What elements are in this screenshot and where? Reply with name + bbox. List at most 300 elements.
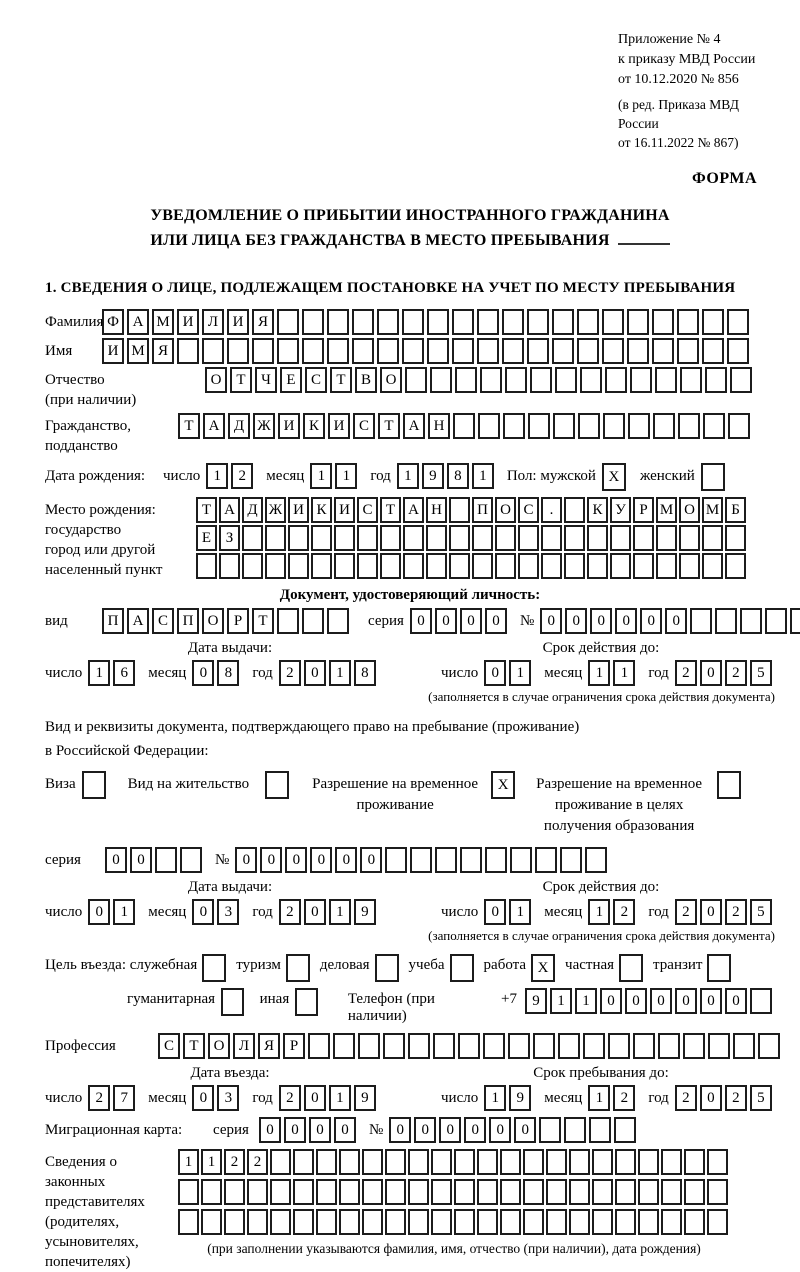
form-cell — [270, 1149, 291, 1175]
form-cell: 0 — [435, 608, 457, 634]
phone-label: Телефон (при наличии) — [347, 990, 435, 1024]
doc-ref-amendment — [618, 95, 775, 152]
form-cell — [449, 525, 470, 551]
birth-place-block — [45, 497, 775, 581]
form-cell — [715, 608, 737, 634]
form-cell — [357, 525, 378, 551]
arrival-month-cells — [192, 1085, 242, 1111]
form-cell — [656, 553, 677, 579]
form-cell — [339, 1179, 360, 1205]
form-cell — [270, 1179, 291, 1205]
birth-day-cells — [206, 463, 256, 489]
form-cell — [380, 525, 401, 551]
form-cell: 0 — [590, 608, 612, 634]
form-cell — [247, 1209, 268, 1235]
form-cell — [523, 1179, 544, 1205]
form-cell — [242, 525, 263, 551]
form-cell: 9 — [525, 988, 547, 1014]
form-cell: 5 — [750, 899, 772, 925]
form-cell — [460, 847, 482, 873]
form-cell — [602, 338, 624, 364]
form-cell — [508, 1033, 530, 1059]
form-cell — [638, 1209, 659, 1235]
form-cell — [707, 1179, 728, 1205]
year-label: год — [370, 467, 391, 484]
form-cell: 2 — [231, 463, 253, 489]
number-label: № — [368, 1121, 384, 1138]
form-cell — [485, 847, 507, 873]
form-cell: Я — [252, 309, 274, 335]
form-cell: 0 — [484, 899, 506, 925]
purpose-label: деловая — [319, 956, 370, 973]
form-cell — [684, 1209, 705, 1235]
expiry-day-cells — [484, 660, 534, 686]
form-cell — [633, 525, 654, 551]
form-cell: А — [219, 497, 240, 523]
form-cell — [589, 1117, 611, 1143]
form-cell — [615, 1209, 636, 1235]
form-cell — [555, 367, 577, 393]
form-cell: 5 — [750, 1085, 772, 1111]
form-cell: О — [380, 367, 402, 393]
form-cell — [201, 1179, 222, 1205]
form-cell — [196, 553, 217, 579]
doc-ref-line: (в ред. Приказа МВД России — [618, 96, 739, 131]
form-cell — [472, 553, 493, 579]
form-cell: 2 — [675, 1085, 697, 1111]
expiry-date-col — [415, 640, 775, 686]
form-cell: 5 — [750, 660, 772, 686]
form-cell — [730, 367, 752, 393]
month-label: месяц — [148, 903, 187, 920]
form-cell — [585, 847, 607, 873]
doc-ref-line: от 10.12.2020 № 856 — [618, 71, 739, 87]
purpose-private-checkbox — [619, 954, 643, 982]
form-cell — [690, 608, 712, 634]
form-cell — [577, 338, 599, 364]
birth-place-label: Место рождения: государство город или другой населенный пункт — [45, 501, 163, 578]
form-cell — [564, 497, 585, 523]
form-cell: Т — [378, 413, 400, 439]
expiry-date-head: Срок действия до: — [542, 878, 660, 895]
form-cell: 0 — [675, 988, 697, 1014]
form-cell — [155, 847, 177, 873]
form-cell — [503, 413, 525, 439]
entry-dates — [45, 1065, 775, 1111]
issue-month-cells — [192, 899, 242, 925]
month-label: месяц — [544, 664, 583, 681]
form-cell — [433, 1033, 455, 1059]
form-cell — [603, 413, 625, 439]
day-label: число — [45, 1089, 83, 1106]
series-label: серия — [213, 1121, 249, 1138]
form-cell: О — [208, 1033, 230, 1059]
form-cell: 0 — [310, 847, 332, 873]
form-cell: 2 — [279, 1085, 301, 1111]
form-cell — [178, 1209, 199, 1235]
form-cell — [750, 988, 772, 1014]
form-cell — [302, 338, 324, 364]
form-cell: О — [202, 608, 224, 634]
form-cell: 1 — [206, 463, 228, 489]
form-cell: 2 — [224, 1149, 245, 1175]
form-cell — [705, 367, 727, 393]
form-cell: А — [403, 497, 424, 523]
form-cell — [402, 338, 424, 364]
form-cell — [224, 1179, 245, 1205]
visa-label: Виза — [45, 775, 76, 792]
form-cell — [627, 338, 649, 364]
form-cell — [702, 338, 724, 364]
day-label: число — [441, 1089, 479, 1106]
form-cell: 0 — [700, 1085, 722, 1111]
day-label: число — [441, 903, 479, 920]
form-cell — [677, 309, 699, 335]
form-cell: З — [219, 525, 240, 551]
form-cell — [385, 1179, 406, 1205]
form-cell — [614, 1117, 636, 1143]
form-cell — [527, 309, 549, 335]
form-cell — [790, 608, 800, 634]
temp-permit-item — [309, 771, 515, 816]
form-cell — [277, 309, 299, 335]
form-cell — [352, 309, 374, 335]
form-cell: 0 — [130, 847, 152, 873]
expiry-month-cells — [588, 660, 638, 686]
year-label: год — [648, 664, 669, 681]
form-cell — [758, 1033, 780, 1059]
issue-date-line — [45, 660, 415, 686]
profession-label: Профессия — [45, 1037, 116, 1054]
form-cell — [679, 525, 700, 551]
form-cell: Т — [230, 367, 252, 393]
form-cell — [523, 1149, 544, 1175]
form-cell: 1 — [588, 1085, 610, 1111]
representatives-rows — [178, 1149, 730, 1257]
form-cell — [362, 1179, 383, 1205]
form-cell — [740, 608, 762, 634]
form-cell — [605, 367, 627, 393]
form-cell: С — [158, 1033, 180, 1059]
form-cell — [454, 1179, 475, 1205]
form-cell: Л — [233, 1033, 255, 1059]
given-name-row — [45, 338, 775, 364]
form-cell: У — [610, 497, 631, 523]
form-cell: Т — [183, 1033, 205, 1059]
form-cell: 2 — [279, 899, 301, 925]
form-cell — [201, 1209, 222, 1235]
form-cell: 0 — [389, 1117, 411, 1143]
form-cell: 1 — [335, 463, 357, 489]
residence-doc-types — [45, 771, 775, 837]
form-cell: Д — [242, 497, 263, 523]
form-cell: П — [102, 608, 124, 634]
form-cell: 0 — [285, 847, 307, 873]
form-cell: 2 — [613, 899, 635, 925]
form-title-line1: УВЕДОМЛЕНИЕ О ПРИБЫТИИ ИНОСТРАННОГО ГРАЖДАНИНА — [150, 207, 670, 225]
form-cell: 0 — [309, 1117, 331, 1143]
form-cell: 0 — [259, 1117, 281, 1143]
form-cell — [633, 553, 654, 579]
form-cell — [455, 367, 477, 393]
purpose-label: учеба — [408, 956, 445, 973]
doc-number-cells — [540, 608, 800, 634]
form-cell: А — [127, 608, 149, 634]
sex-female-label: женский — [639, 467, 695, 484]
phone-prefix: +7 — [501, 990, 517, 1007]
form-cell — [247, 1179, 268, 1205]
purpose-transit-checkbox — [707, 954, 731, 982]
form-cell — [265, 525, 286, 551]
form-cell: 0 — [235, 847, 257, 873]
section1-heading: 1. СВЕДЕНИЯ О ЛИЦЕ, ПОДЛЕЖАЩЕМ ПОСТАНОВКЕ НА УЧЕТ ПО МЕСТУ ПРЕБЫВАНИЯ — [45, 279, 736, 296]
form-cell — [408, 1149, 429, 1175]
form-cell — [583, 1033, 605, 1059]
form-cell — [408, 1033, 430, 1059]
form-cell — [327, 608, 349, 634]
form-cell: Р — [283, 1033, 305, 1059]
form-cell: Т — [252, 608, 274, 634]
form-cell: О — [205, 367, 227, 393]
form-cell: 0 — [615, 608, 637, 634]
form-cell — [454, 1149, 475, 1175]
form-cell: 6 — [113, 660, 135, 686]
form-cell: 1 — [575, 988, 597, 1014]
form-cell — [430, 367, 452, 393]
form-cell — [352, 338, 374, 364]
form-cell — [727, 309, 749, 335]
purpose-label: иная — [259, 990, 290, 1007]
form-cell: 0 — [414, 1117, 436, 1143]
form-cell — [539, 1117, 561, 1143]
form-cell: 0 — [304, 1085, 326, 1111]
profession-row — [45, 1033, 775, 1059]
form-cell — [680, 367, 702, 393]
form-cell — [316, 1209, 337, 1235]
form-cell: Т — [196, 497, 217, 523]
month-label: месяц — [544, 903, 583, 920]
form-word: ФОРМА — [691, 170, 757, 188]
form-cell: М — [702, 497, 723, 523]
form-cell — [408, 1179, 429, 1205]
citizenship-row — [45, 413, 775, 456]
residence-permit-label: Вид на жительство — [127, 775, 250, 792]
form-cell — [377, 309, 399, 335]
stay-until-head: Срок пребывания до: — [533, 1064, 669, 1081]
form-cell — [302, 608, 324, 634]
form-cell — [656, 525, 677, 551]
issue-month-cells — [192, 660, 242, 686]
day-label: число — [45, 664, 83, 681]
form-cell: К — [587, 497, 608, 523]
form-cell — [178, 1179, 199, 1205]
year-label: год — [252, 903, 273, 920]
form-cell — [564, 525, 585, 551]
form-cell — [435, 847, 457, 873]
day-label: число — [45, 903, 83, 920]
purpose-commercial-checkbox — [375, 954, 399, 982]
form-cell — [357, 553, 378, 579]
temp-permit-checkbox: X — [491, 771, 515, 799]
form-cell — [523, 1209, 544, 1235]
form-cell — [610, 553, 631, 579]
purpose-tourism-checkbox — [286, 954, 310, 982]
form-cell — [661, 1209, 682, 1235]
patronymic-row — [45, 367, 775, 410]
form-cell — [385, 1149, 406, 1175]
year-label: год — [252, 664, 273, 681]
form-cell — [265, 553, 286, 579]
month-label: месяц — [148, 664, 187, 681]
form-cell — [362, 1209, 383, 1235]
citizenship-cells — [178, 413, 753, 439]
form-cell — [552, 338, 574, 364]
form-cell — [495, 525, 516, 551]
birth-place-row3 — [196, 553, 748, 579]
form-cell: М — [152, 309, 174, 335]
doc-ref-line: от 16.11.2022 № 867) — [618, 134, 739, 150]
form-cell — [552, 309, 574, 335]
form-cell — [535, 847, 557, 873]
form-cell — [339, 1149, 360, 1175]
month-label: месяц — [266, 467, 305, 484]
form-cell: 0 — [192, 1085, 214, 1111]
form-cell — [427, 309, 449, 335]
form-cell: А — [203, 413, 225, 439]
arrival-day-cells — [88, 1085, 138, 1111]
form-cell: 1 — [397, 463, 419, 489]
form-cell — [308, 1033, 330, 1059]
month-label: месяц — [544, 1089, 583, 1106]
year-label: год — [648, 1089, 669, 1106]
doc-ref-line: Приложение № 4 — [618, 32, 721, 47]
form-cell — [569, 1179, 590, 1205]
form-cell: Ж — [253, 413, 275, 439]
form-cell — [610, 525, 631, 551]
stay-day-cells — [484, 1085, 534, 1111]
form-cell — [684, 1179, 705, 1205]
series-label: серия — [368, 612, 404, 629]
form-cell — [224, 1209, 245, 1235]
residence-doc-intro: Вид и реквизиты документа, подтверждающего право на пребывание (проживание) в Российской Федерации: — [45, 718, 580, 759]
form-cell: И — [334, 497, 355, 523]
migration-number-cells — [389, 1117, 639, 1143]
form-cell — [592, 1149, 613, 1175]
title-blank-line — [618, 231, 670, 245]
form-cell: 0 — [700, 988, 722, 1014]
form-cell: Ж — [265, 497, 286, 523]
residence-number-cells — [235, 847, 610, 873]
form-cell — [405, 367, 427, 393]
form-cell: 9 — [354, 899, 376, 925]
form-cell — [703, 413, 725, 439]
birth-place-rows — [196, 497, 748, 581]
form-cell: 1 — [88, 660, 110, 686]
form-cell: Д — [228, 413, 250, 439]
form-cell: М — [127, 338, 149, 364]
form-cell: 1 — [588, 660, 610, 686]
restriction-note: (заполняется в случае ограничения срока действия документа) — [428, 688, 775, 704]
residence-permit-item — [128, 771, 289, 799]
form-cell: 0 — [260, 847, 282, 873]
form-cell: 0 — [640, 608, 662, 634]
residence-permit-checkbox — [265, 771, 289, 799]
form-cell: 0 — [284, 1117, 306, 1143]
form-cell — [270, 1209, 291, 1235]
form-cell: И — [288, 497, 309, 523]
form-cell — [615, 1149, 636, 1175]
form-cell — [708, 1033, 730, 1059]
form-cell — [510, 847, 532, 873]
form-cell — [546, 1179, 567, 1205]
form-cell — [483, 1033, 505, 1059]
form-cell — [546, 1209, 567, 1235]
form-cell: 1 — [201, 1149, 222, 1175]
form-cell: Н — [428, 413, 450, 439]
form-cell: П — [177, 608, 199, 634]
form-cell: 0 — [489, 1117, 511, 1143]
form-cell: 0 — [410, 608, 432, 634]
form-cell — [765, 608, 787, 634]
month-label: месяц — [148, 1089, 187, 1106]
arrival-year-cells — [279, 1085, 379, 1111]
form-cell: Ф — [102, 309, 124, 335]
purpose-prefix: Цель въезда: служебная — [45, 956, 198, 973]
form-cell: С — [353, 413, 375, 439]
patronymic-cells — [205, 367, 755, 393]
form-cell — [707, 1209, 728, 1235]
form-cell — [426, 525, 447, 551]
form-cell: 0 — [665, 608, 687, 634]
form-cell — [678, 413, 700, 439]
purpose-study-checkbox — [450, 954, 474, 982]
form-cell — [403, 553, 424, 579]
form-cell: 1 — [484, 1085, 506, 1111]
purpose-humanitarian-checkbox — [221, 988, 244, 1016]
form-cell — [385, 847, 407, 873]
doc-series-cells — [410, 608, 510, 634]
form-cell — [502, 309, 524, 335]
form-cell — [377, 338, 399, 364]
doc-type-cells — [102, 608, 352, 634]
form-cell — [564, 1117, 586, 1143]
form-cell — [530, 367, 552, 393]
form-cell — [500, 1179, 521, 1205]
representatives-row1 — [178, 1149, 730, 1175]
expiry-month-cells — [588, 899, 638, 925]
form-cell: 0 — [514, 1117, 536, 1143]
purpose-label: гуманитарная — [127, 990, 216, 1007]
form-cell — [727, 338, 749, 364]
form-cell: 2 — [88, 1085, 110, 1111]
form-cell — [527, 338, 549, 364]
form-cell: Н — [426, 497, 447, 523]
stay-until-line — [427, 1085, 775, 1111]
form-cell: А — [403, 413, 425, 439]
form-cell: 9 — [422, 463, 444, 489]
form-cell: 9 — [354, 1085, 376, 1111]
purpose-label: транзит — [653, 956, 703, 973]
form-cell — [472, 525, 493, 551]
birth-date-label: Дата рождения: — [45, 467, 146, 484]
form-cell — [615, 1179, 636, 1205]
form-cell — [202, 338, 224, 364]
series-label: серия — [45, 851, 81, 868]
birth-date-row — [45, 463, 775, 491]
form-title-line2: ИЛИ ЛИЦА БЕЗ ГРАЖДАНСТВА В МЕСТО ПРЕБЫВАНИЯ — [45, 229, 775, 254]
form-cell — [679, 553, 700, 579]
form-cell — [431, 1149, 452, 1175]
